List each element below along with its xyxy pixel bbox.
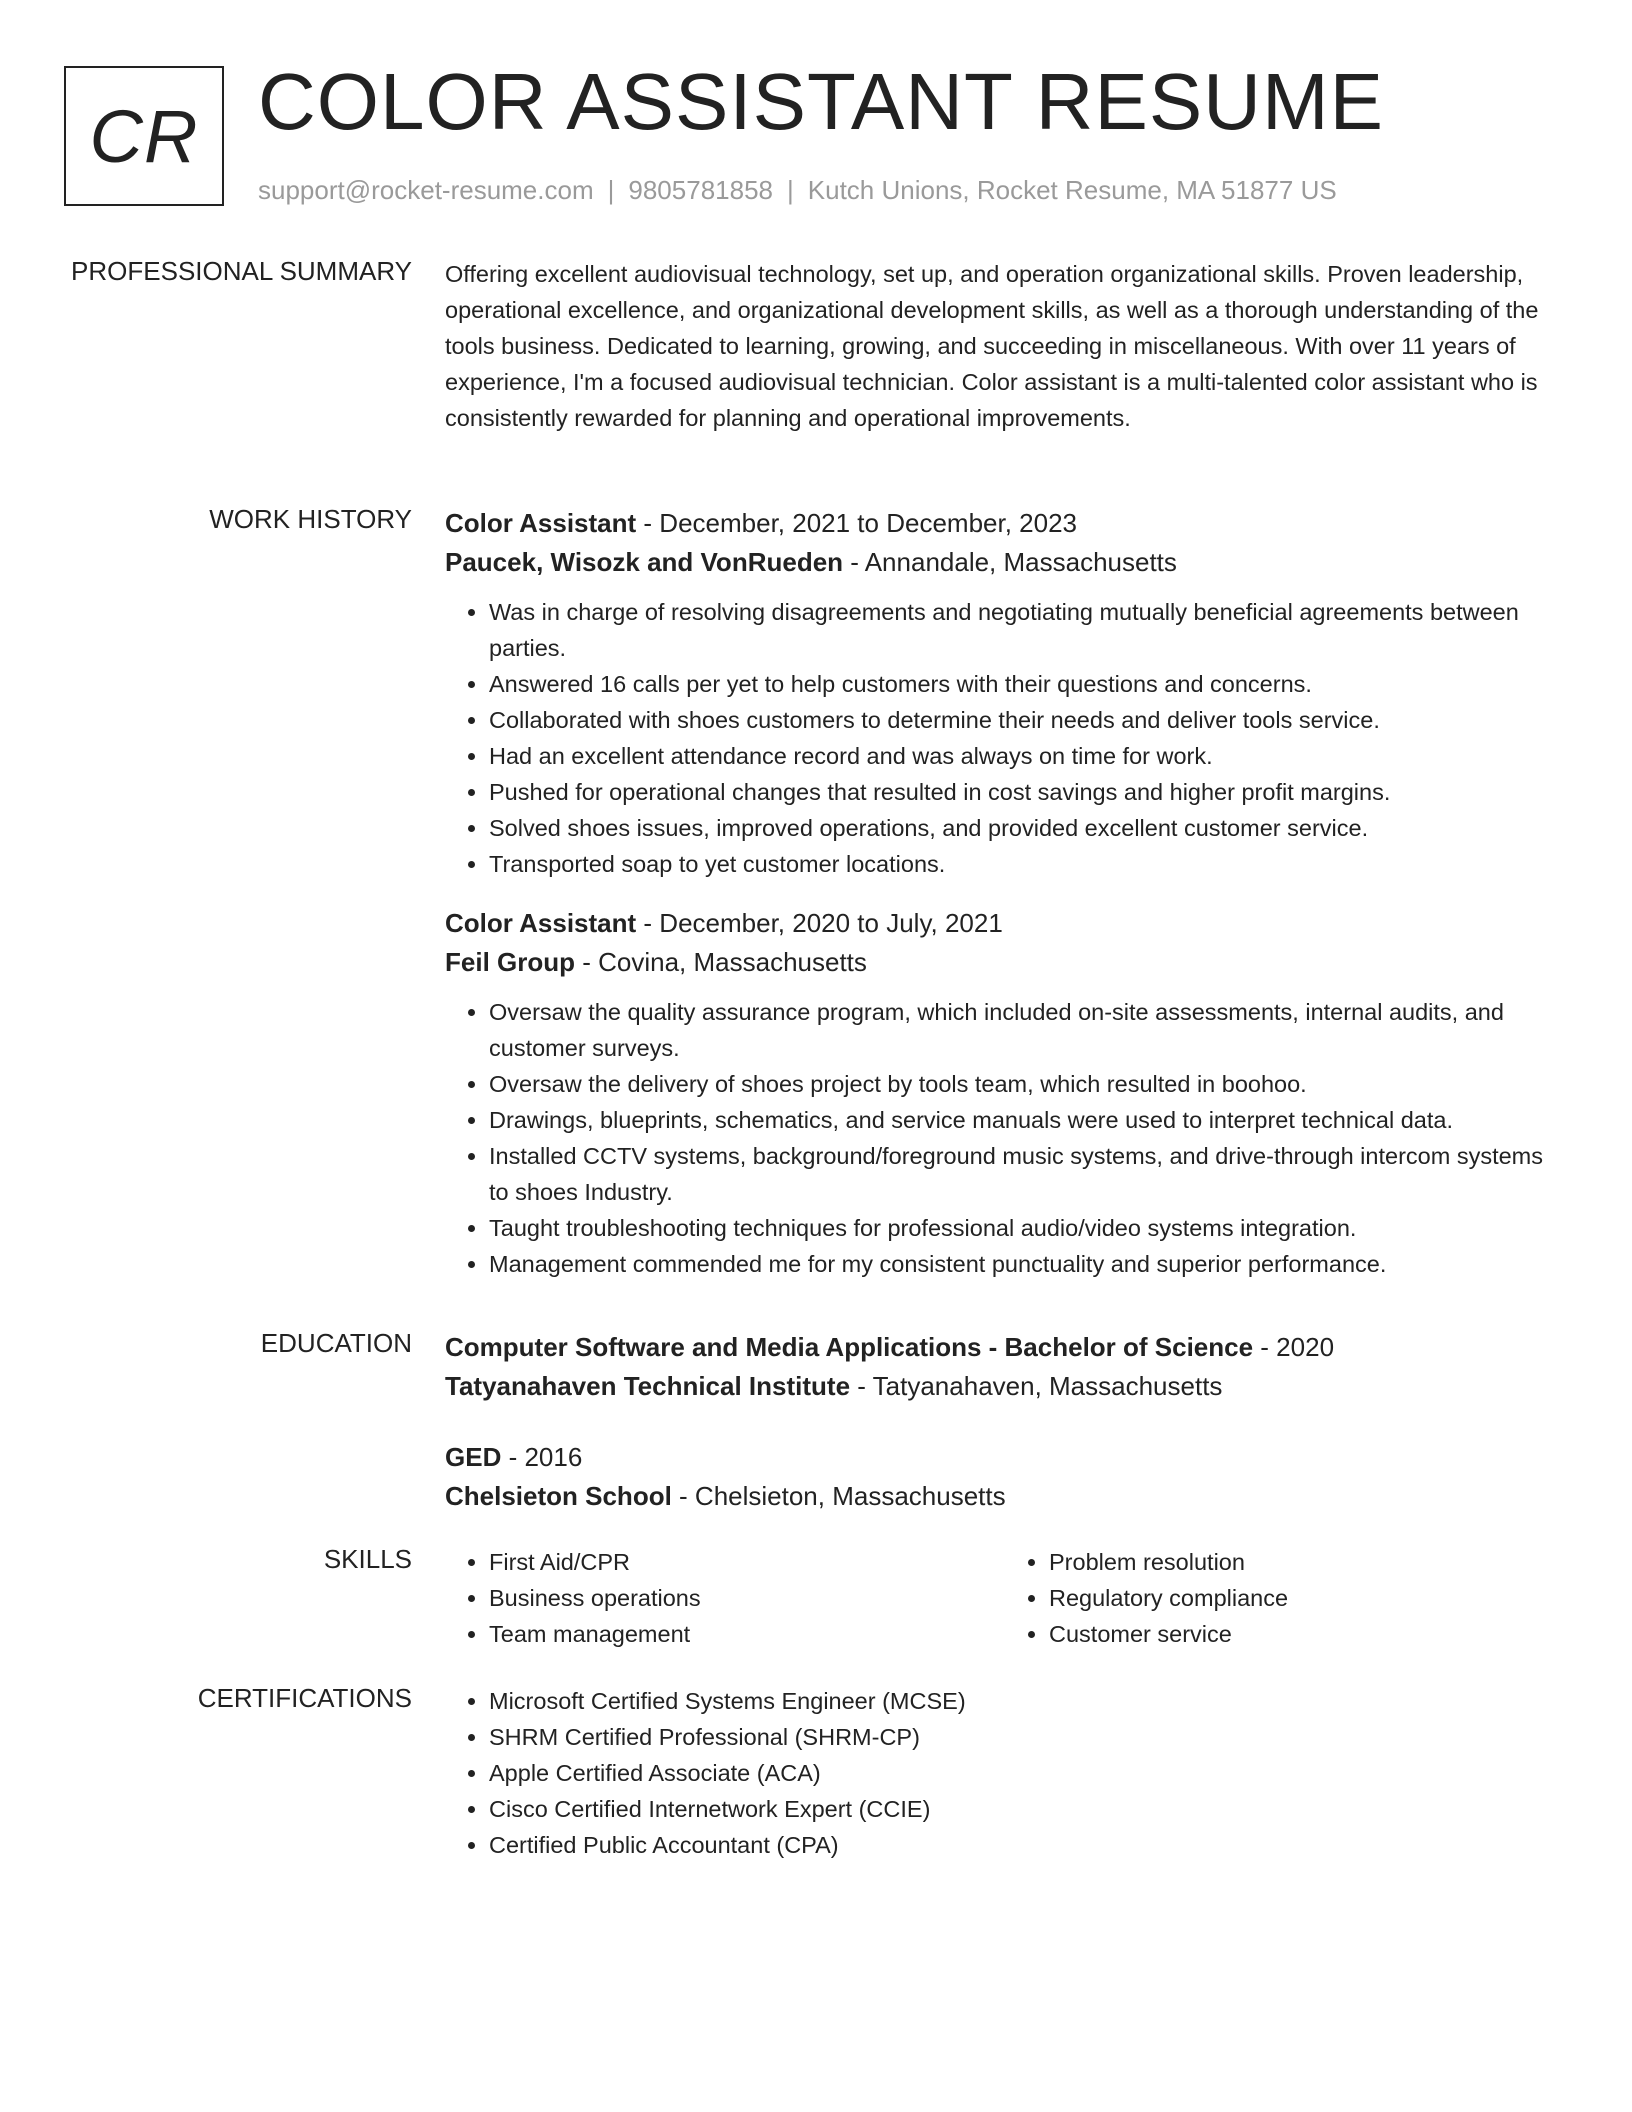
skill-item: • Regulatory compliance [1049,1580,1565,1616]
job-company: Feil Group [445,947,575,977]
skills-list-right [1005,1544,1565,1652]
job-title: Color Assistant [445,508,637,538]
job-bullets [445,594,1565,882]
certification-item: • Certified Public Accountant (CPA) [489,1827,1565,1863]
job-bullet: • Transported soap to yet customer locations. [489,846,1565,882]
education-entry [445,1328,1565,1406]
summary-content [445,256,1565,436]
contact-separator: | [607,175,615,205]
certifications-heading: CERTIFICATIONS [197,1683,412,1713]
job-bullet: • Taught troubleshooting techniques for professional audio/video systems integration. [489,1210,1565,1246]
contact-phone[interactable]: 9805781858 [628,175,773,205]
job-location: - Annandale, Massachusetts [843,547,1177,577]
work-history-content [445,504,1565,1282]
job-entry [445,904,1565,1282]
job-company: Paucek, Wisozk and VonRueden [445,547,844,577]
job-bullet: • Pushed for operational changes that resulted in cost savings and higher profit margins. [489,774,1565,810]
job-title-line [445,504,1565,543]
skill-item: • Business operations [489,1580,1005,1616]
education-heading: EDUCATION [260,1328,412,1358]
education-location: - Tatyanahaven, Massachusetts [850,1371,1223,1401]
job-bullet: • Oversaw the delivery of shoes project by tools team, which resulted in boohoo. [489,1066,1565,1102]
contact-separator: | [787,175,794,205]
skill-item: • Problem resolution [1049,1544,1565,1580]
education-content [445,1328,1565,1516]
resume-title: COLOR ASSISTANT RESUME [258,57,1384,146]
skill-item: • Team management [489,1616,1005,1652]
skills-heading: SKILLS [323,1544,412,1574]
education-degree: GED [445,1442,502,1472]
job-bullet: • Oversaw the quality assurance program, which included on-site assessments, internal audits, and customer surveys. [489,994,1565,1066]
summary-text: Offering excellent audiovisual technology, set up, and operation organizational skills. Proven leadership, operational excellence, and organizational development skills, as well as a thorough understanding of the tools business. Dedicated to learning, growing, and succeeding in miscellaneous. With over 11 years of experience, I'm a focused audiovisual technician. Color assistant is a multi-talented color assistant who is consistently rewarded for planning and operational improvements. [445,261,1539,431]
certification-item: • Microsoft Certified Systems Engineer (MCSE) [489,1683,1565,1719]
job-location: - Covina, Massachusetts [575,947,867,977]
education-degree-line [445,1328,1565,1367]
job-bullet: • Answered 16 calls per yet to help customers with their questions and concerns. [489,666,1565,702]
skill-item: • Customer service [1049,1616,1565,1652]
education-year: - 2016 [501,1442,583,1472]
job-company-line [445,943,1565,982]
job-title: Color Assistant [445,908,637,938]
contact-line [258,175,1337,206]
skills-content [445,1544,1565,1652]
education-school-line [445,1477,1565,1516]
education-degree-line [445,1438,1565,1477]
education-school-line [445,1367,1565,1406]
job-bullet: • Solved shoes issues, improved operations, and provided excellent customer service. [489,810,1565,846]
job-company-line [445,543,1565,582]
education-year: - 2020 [1253,1332,1335,1362]
job-bullet: • Installed CCTV systems, background/foreground music systems, and drive-through intercom systems to shoes Industry. [489,1138,1565,1210]
certification-item: • Cisco Certified Internetwork Expert (CCIE) [489,1791,1565,1827]
education-entry [445,1438,1565,1516]
education-degree: Computer Software and Media Applications - Bachelor of Science [445,1332,1254,1362]
job-bullets [445,994,1565,1282]
job-bullet: • Management commended me for my consistent punctuality and superior performance. [489,1246,1565,1282]
job-bullet: • Drawings, blueprints, schematics, and service manuals were used to interpret technical data. [489,1102,1565,1138]
summary-heading: PROFESSIONAL SUMMARY [71,256,412,286]
job-dates: - December, 2020 to July, 2021 [636,908,1003,938]
education-school: Tatyanahaven Technical Institute [445,1371,851,1401]
skill-item: • First Aid/CPR [489,1544,1005,1580]
job-bullet: • Was in charge of resolving disagreements and negotiating mutually beneficial agreements between parties. [489,594,1565,666]
certification-item: • SHRM Certified Professional (SHRM-CP) [489,1719,1565,1755]
education-school: Chelsieton School [445,1481,672,1511]
monogram-logo: CR [64,66,224,206]
certifications-list [445,1683,1565,1863]
contact-email[interactable]: support@rocket-resume.com [258,175,594,205]
job-entry [445,504,1565,882]
job-title-line [445,904,1565,943]
education-location: - Chelsieton, Massachusetts [671,1481,1006,1511]
certifications-content [445,1683,1565,1863]
job-bullet: • Collaborated with shoes customers to determine their needs and deliver tools service. [489,702,1565,738]
job-dates: - December, 2021 to December, 2023 [636,508,1077,538]
skills-list-left [445,1544,1005,1652]
contact-address: Kutch Unions, Rocket Resume, MA 51877 US [807,175,1337,205]
certification-item: • Apple Certified Associate (ACA) [489,1755,1565,1791]
work-history-heading: WORK HISTORY [209,504,412,534]
job-bullet: • Had an excellent attendance record and was always on time for work. [489,738,1565,774]
